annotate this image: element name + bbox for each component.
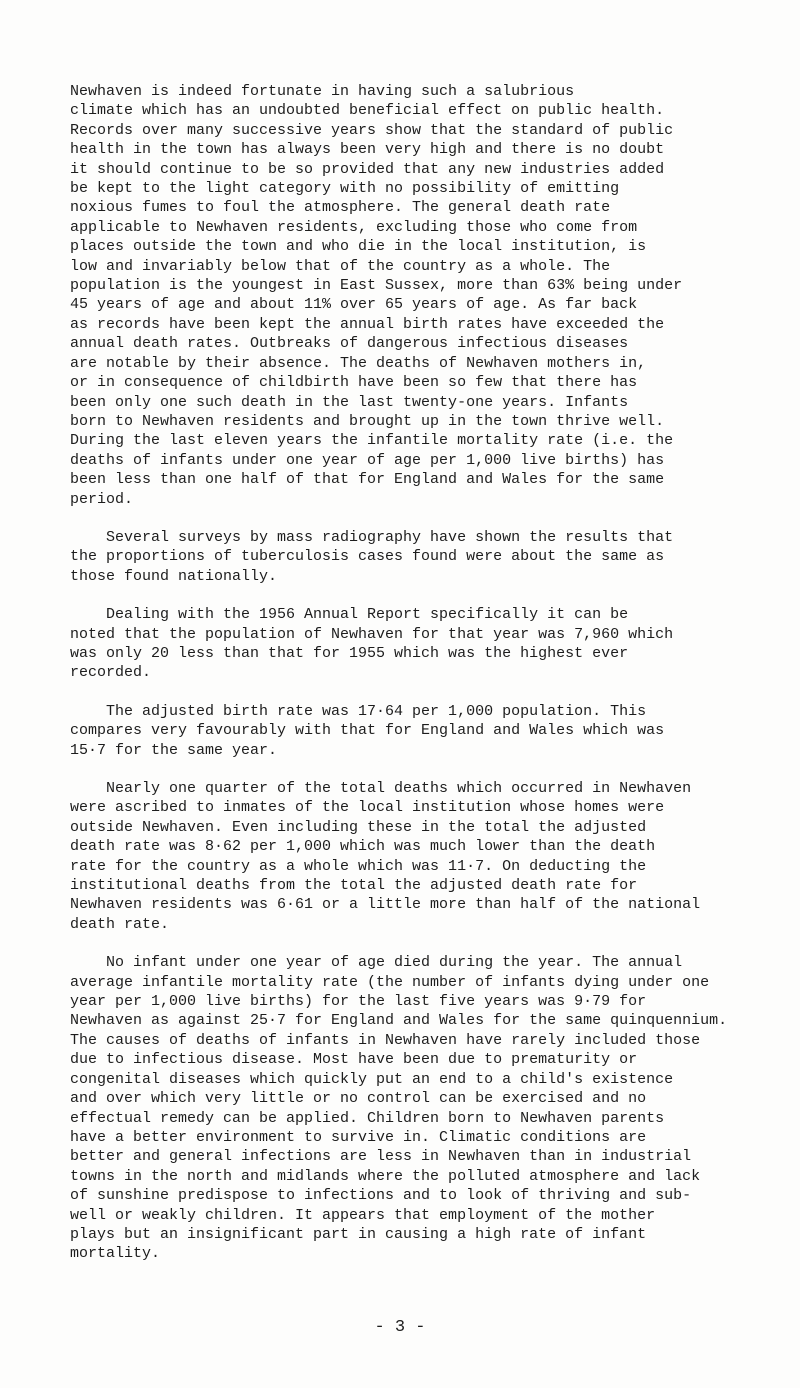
paragraph-death-rate: Nearly one quarter of the total deaths which occurred in Newhaven were ascribed to inmates of the local institution whose homes were outside Newhaven. Even including these in the total the adjusted death rate was 8·62 per 1,000 which was much lower than the death rate for the country as a whole which was 11·7. On deducting the institutional deaths from the total the adjusted death rate for Newhaven residents was 6·61 or a little more than half of the national death rate. [70,780,701,933]
paragraph-birth-rate: The adjusted birth rate was 17·64 per 1,000 population. This compares very favourably with that for England and Wales which was 15·7 for the same year. [70,702,665,759]
paragraph-climate-health: Newhaven is indeed fortunate in having such a salubrious climate which has an undoubted beneficial effect on public health. Records over many successive years show that the standard of public health in the town has always been very high and there is no doubt it should continue to be so provided that any new industries added be kept to the light category with no possibility of emitting noxious fumes to foul the atmosphere. The general death rate applicable to Newhaven residents, excluding those who come from places outside the town and who die in the local institution, is low and invariably below that of the country as a whole. The population is the youngest in East Sussex, more than 63% being under 45 years of age and about 11% over 65 years of age. As far back as records have been kept the annual birth rates have exceeded the annual death rates. Outbreaks of dangerous infectious diseases are notable by their absence. The deaths of Newhaven mothers in, or in consequence of childbirth have been so few that there has been only one such death in the last twenty-one years. Infants born to Newhaven residents and brought up in the town thrive well. During the last eleven years the infantile mortality rate (i.e. the deaths of infants under one year of age per 1,000 live births) has been less than one half of that for England and Wales for the same period. [70,83,683,508]
document-body [70,82,760,1283]
paragraph-infant-mortality: No infant under one year of age died during the year. The annual average infantile mortality rate (the number of infants dying under one year per 1,000 live births) for the last five years was 9·79 for Newhaven as against 25·7 for England and Wales for the same quinquennium. The causes of deaths of infants in Newhaven have rarely included those due to infectious disease. Most have been due to prematurity or congenital diseases which quickly put an end to a child's existence and over which very little or no control can be exercised and no effectual remedy can be applied. Children born to Newhaven parents have a better environment to survive in. Climatic conditions are better and general infections are less in Newhaven than in industrial towns in the north and midlands where the polluted atmosphere and lack of sunshine predispose to infections and to look of thriving and sub- well or weakly children. It appears that employment of the mother plays but an insignificant part in causing a high rate of infant mortality. [70,954,728,1263]
paragraph-population-1956: Dealing with the 1956 Annual Report specifically it can be noted that the population of Newhaven for that year was 7,960 which was only 20 less than that for 1955 which was the highest ever recorded. [70,606,674,682]
page-number: - 3 - [374,1318,426,1337]
paragraph-mass-radiography: Several surveys by mass radiography have shown the results that the proportions of tuberculosis cases found were about the same as those found nationally. [70,528,674,585]
